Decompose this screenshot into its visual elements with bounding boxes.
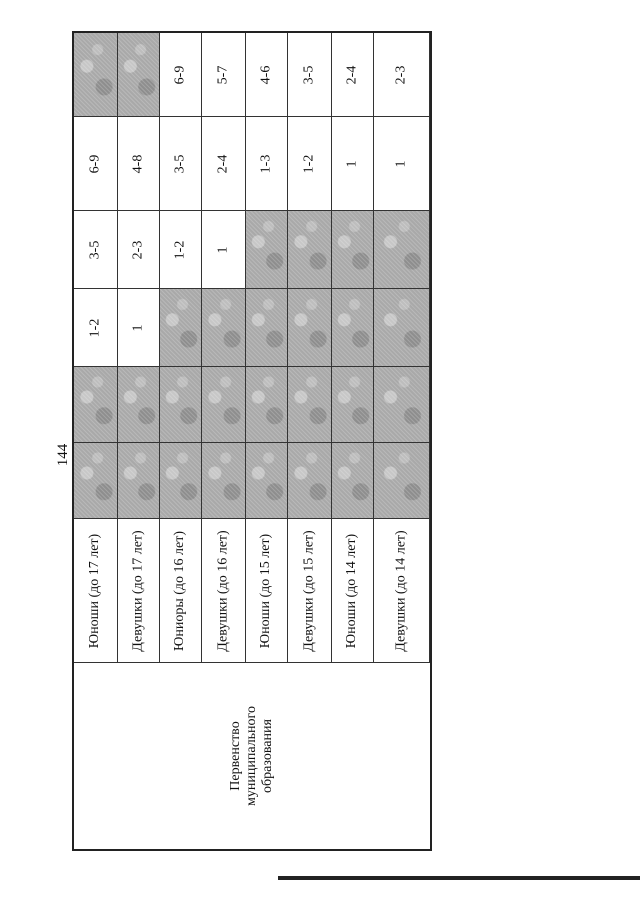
rank-cell: [74, 289, 118, 367]
shaded-cell: [160, 289, 202, 367]
shaded-cell: [118, 443, 160, 519]
rank-cell: [118, 289, 160, 367]
rank-value: 3-5: [301, 65, 317, 84]
group-label: Юноши (до 14 лет): [344, 533, 360, 648]
rank-value: 4-6: [258, 65, 274, 84]
rank-value: 5-7: [215, 65, 231, 84]
rank-value: 1: [344, 160, 360, 167]
shaded-cell: [374, 289, 430, 367]
shaded-cell: [374, 443, 430, 519]
rank-cell: [288, 33, 332, 117]
group-label: Девушки (до 15 лет): [301, 529, 317, 652]
rank-cell: [74, 211, 118, 289]
rank-value: 1-3: [258, 154, 274, 173]
group-label: Юниоры (до 16 лет): [172, 530, 188, 651]
shaded-cell: [246, 289, 288, 367]
rank-value: 2-4: [344, 65, 360, 84]
rank-cell: [246, 33, 288, 117]
rank-value: 1-2: [87, 318, 103, 337]
group-cell: [202, 519, 246, 663]
rank-cell: [202, 33, 246, 117]
group-cell: [118, 519, 160, 663]
shaded-cell: [118, 33, 160, 117]
rank-cell: [202, 211, 246, 289]
shaded-cell: [74, 443, 118, 519]
group-cell: [332, 519, 374, 663]
rank-value: 3-5: [172, 154, 188, 173]
group-cell: [74, 519, 118, 663]
shaded-cell: [288, 211, 332, 289]
group-label: Девушки (до 16 лет): [215, 529, 231, 652]
shaded-cell: [374, 367, 430, 443]
rank-cell: [202, 117, 246, 211]
rank-cell: [118, 117, 160, 211]
ranking-table: [72, 31, 432, 851]
rank-cell: [374, 33, 430, 117]
bottom-rule: [278, 876, 640, 880]
shaded-cell: [74, 367, 118, 443]
group-cell: [246, 519, 288, 663]
shaded-cell: [246, 211, 288, 289]
rank-cell: [246, 117, 288, 211]
rank-value: 1: [393, 160, 409, 167]
group-label: Девушки (до 14 лет): [393, 529, 409, 652]
rank-cell: [74, 117, 118, 211]
shaded-cell: [74, 33, 118, 117]
shaded-cell: [288, 367, 332, 443]
shaded-cell: [332, 367, 374, 443]
rank-cell: [374, 117, 430, 211]
competition-cell: [74, 663, 430, 849]
rank-cell: [160, 117, 202, 211]
shaded-cell: [202, 443, 246, 519]
shaded-cell: [288, 443, 332, 519]
shaded-cell: [160, 367, 202, 443]
group-cell: [374, 519, 430, 663]
shaded-cell: [118, 367, 160, 443]
shaded-cell: [374, 211, 430, 289]
group-label: Юноши (до 17 лет): [87, 533, 103, 648]
rank-cell: [288, 117, 332, 211]
group-label: Девушки (до 17 лет): [130, 529, 146, 652]
shaded-cell: [332, 211, 374, 289]
rank-value: 4-8: [130, 154, 146, 173]
rank-cell: [332, 117, 374, 211]
rank-value: 1: [215, 246, 231, 253]
rank-value: 3-5: [87, 240, 103, 259]
shaded-cell: [160, 443, 202, 519]
rank-value: 2-3: [393, 65, 409, 84]
group-cell: [288, 519, 332, 663]
rank-value: 1-2: [172, 240, 188, 259]
rank-value: 2-3: [130, 240, 146, 259]
competition-label: Первенство муниципального образования: [228, 706, 275, 806]
shaded-cell: [288, 289, 332, 367]
rank-cell: [160, 33, 202, 117]
rank-value: 1: [130, 324, 146, 331]
rank-value: 2-4: [215, 154, 231, 173]
rank-cell: [332, 33, 374, 117]
shaded-cell: [246, 367, 288, 443]
rank-value: 6-9: [172, 65, 188, 84]
rank-cell: [118, 211, 160, 289]
shaded-cell: [202, 367, 246, 443]
shaded-cell: [332, 443, 374, 519]
shaded-cell: [202, 289, 246, 367]
rank-value: 6-9: [87, 154, 103, 173]
group-label: Юноши (до 15 лет): [258, 533, 274, 648]
rank-value: 1-2: [301, 154, 317, 173]
rank-cell: [160, 211, 202, 289]
group-cell: [160, 519, 202, 663]
page-number: 144: [55, 443, 71, 467]
shaded-cell: [332, 289, 374, 367]
shaded-cell: [246, 443, 288, 519]
